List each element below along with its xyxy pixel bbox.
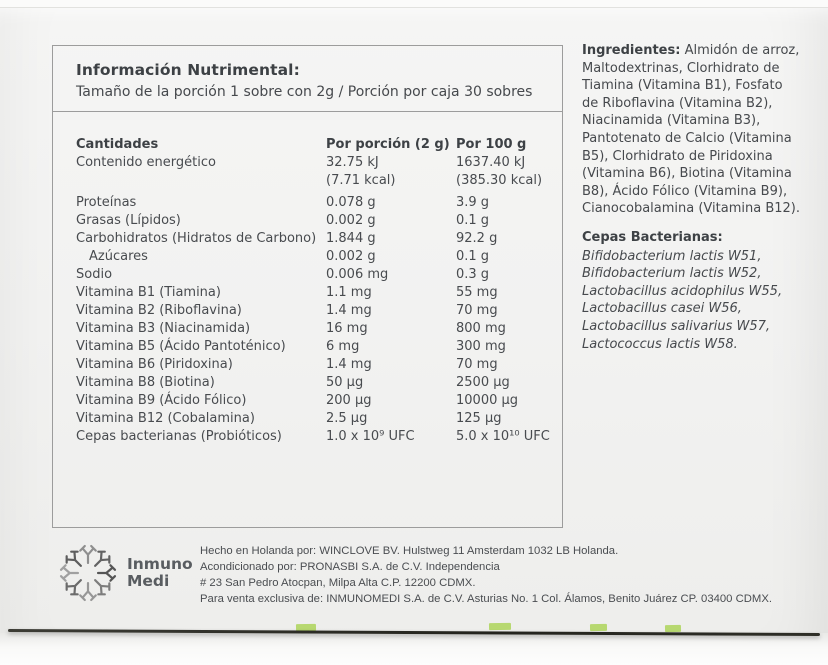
table-row-vitamin-b9 [76, 392, 562, 410]
nutrient-label: Contenido energético [76, 155, 216, 170]
nutrient-value-portion: 6 mg [326, 339, 360, 354]
nutrient-value-portion: (7.71 kcal) [326, 173, 396, 188]
nutrient-label: Carbohidratos (Hidratos de Carbono) [76, 231, 317, 246]
table-row-fat [76, 212, 562, 230]
nutrient-value-100g: 800 mg [456, 321, 506, 336]
ingredients-label: Ingredientes: [582, 43, 681, 58]
nutrient-value-portion: 0.078 g [326, 195, 376, 210]
ingredients-text: Almidón de arroz, Maltodextrinas, Clorhidrato de Tiamina (Vitamina B1), Fosfato de Riboflavina (Vitamina B2), Niacinamida (Vitamina B3), Pantotenato de Calcio (Vitamina B5), Clorhidrato de Piridoxina (Vitamina B6), Biotina (Vitamina B8), Ácido Fólico (Vitamina B9), Cianocobalamina (Vitamina B12). [582, 43, 800, 217]
nutrient-label: Vitamina B6 (Piridoxina) [76, 357, 233, 372]
nutrient-value-100g: 0.1 g [456, 213, 490, 228]
nutrient-value-portion: 32.75 kJ [326, 155, 379, 170]
table-row-vitamin-b6 [76, 356, 562, 374]
strain-item: Bifidobacterium lactis W52, [582, 266, 762, 282]
green-edge-tab [590, 624, 607, 631]
strain-item: Lactobacillus casei W56, [582, 301, 742, 317]
nutrient-label [76, 172, 326, 190]
nutrient-label: Vitamina B8 (Biotina) [76, 375, 215, 390]
nutrient-value-100g: 70 mg [456, 357, 498, 372]
legal-line-distributor: Para venta exclusiva de: INMUNOMEDI S.A. de C.V. Asturias No. 1 Col. Álamos, Benito Juárez CP. 03400 CDMX. [200, 593, 772, 605]
nutrition-panel-header [53, 46, 562, 112]
table-row-vitamin-b2 [76, 302, 562, 320]
nutrient-value-portion: 1.4 mg [326, 357, 372, 372]
table-row-energy-kcal [76, 172, 562, 190]
brand-line-1: Inmuno [127, 555, 193, 573]
table-row-sodium [76, 266, 562, 284]
strain-item: Lactobacillus acidophilus W55, [582, 283, 783, 299]
strain-item: Bifidobacterium lactis W51, [582, 248, 762, 264]
nutrient-value-portion: 0.002 g [326, 249, 376, 264]
table-row-probiotics [76, 428, 562, 446]
table-row-protein [76, 194, 562, 212]
legal-text-block [200, 543, 772, 607]
serving-size-text: Tamaño de la porción 1 sobre con 2g / Porción por caja 30 sobres [76, 84, 533, 100]
nutrient-label: Vitamina B3 (Niacinamida) [76, 321, 251, 336]
ingredients-paragraph [582, 42, 800, 218]
nutrient-value-100g: 1637.40 kJ [456, 155, 526, 170]
nutrient-label: Grasas (Lípidos) [76, 213, 181, 228]
right-column [582, 42, 800, 353]
column-header-quantities: Cantidades [76, 137, 159, 152]
strain-item: Lactobacillus salivarius W57, [582, 318, 771, 334]
green-edge-tab [489, 623, 511, 630]
nutrient-value-portion: 1.844 g [326, 231, 376, 246]
nutrient-value-portion: 0.006 mg [326, 267, 389, 282]
antibody-ring-logo-icon [56, 541, 120, 605]
brand-line-2: Medi [127, 571, 170, 590]
nutrient-value-100g: 92.2 g [456, 231, 498, 246]
nutrient-value-100g: 55 mg [456, 285, 498, 300]
nutrient-value-100g: 0.3 g [456, 267, 490, 282]
nutrient-label: Vitamina B2 (Riboflavina) [76, 303, 242, 318]
table-row-vitamin-b5 [76, 338, 562, 356]
table-row-vitamin-b8 [76, 374, 562, 392]
table-row-energy [76, 154, 562, 172]
nutrient-value-100g: 10000 µg [456, 393, 519, 408]
nutrient-label: Vitamina B12 (Cobalamina) [76, 411, 255, 426]
box-bottom-shadow [0, 633, 828, 665]
nutrient-value-100g: 3.9 g [456, 195, 490, 210]
bacterial-strains-section [582, 229, 800, 353]
legal-line-made-in: Hecho en Holanda por: WINCLOVE BV. Hulstweg 11 Amsterdam 1032 LB Holanda. [200, 545, 619, 557]
column-header-per-portion: Por porción (2 g) [326, 137, 450, 152]
nutrient-value-portion: 1.4 mg [326, 303, 372, 318]
nutrient-label: Vitamina B5 (Ácido Pantoténico) [76, 339, 286, 354]
table-header-row [76, 136, 562, 154]
nutrient-value-portion: 2.5 µg [326, 411, 368, 426]
table-row-vitamin-b3 [76, 320, 562, 338]
nutrient-value-100g: 2500 µg [456, 375, 510, 390]
nutrient-label: Cepas bacterianas (Probióticos) [76, 429, 282, 444]
nutrient-value-portion: 200 µg [326, 393, 372, 408]
column-header-per-100g: Por 100 g [456, 137, 527, 152]
nutrition-panel [52, 45, 563, 528]
nutrient-value-portion: 50 µg [326, 375, 364, 390]
nutrient-label: Vitamina B1 (Tiamina) [76, 285, 221, 300]
nutrient-value-100g: 300 mg [456, 339, 506, 354]
nutrient-label: Azúcares [89, 249, 148, 264]
table-row-vitamin-b1 [76, 284, 562, 302]
brand-name [127, 556, 193, 589]
strains-heading: Cepas Bacterianas: [582, 229, 723, 245]
nutrient-value-portion: 16 mg [326, 321, 368, 336]
nutrient-value-portion: 1.1 mg [326, 285, 372, 300]
nutrition-title: Información Nutrimental: [76, 61, 300, 79]
nutrient-label: Sodio [76, 267, 113, 282]
table-row-sugars [76, 248, 562, 266]
nutrient-value-100g: 70 mg [456, 303, 498, 318]
nutrient-value-portion: 1.0 x 10⁹ UFC [326, 429, 415, 444]
nutrient-value-portion: 0.002 g [326, 213, 376, 228]
nutrient-value-100g: 0.1 g [456, 249, 490, 264]
legal-line-packaged-by: Acondicionado por: PRONASBI S.A. de C.V. Independencia [200, 561, 500, 573]
nutrient-value-100g: (385.30 kcal) [456, 173, 543, 188]
strain-item: Lactococcus lactis W58. [582, 336, 738, 352]
nutrition-table [53, 112, 562, 446]
legal-line-address: # 23 San Pedro Atocpan, Milpa Alta C.P. 12200 CDMX. [200, 577, 476, 589]
table-row-carbs [76, 230, 562, 248]
nutrient-label: Vitamina B9 (Ácido Fólico) [76, 393, 247, 408]
table-row-vitamin-b12 [76, 410, 562, 428]
green-edge-tab [665, 625, 681, 632]
nutrient-value-100g: 5.0 x 10¹⁰ UFC [456, 429, 550, 444]
nutrient-value-100g: 125 µg [456, 411, 502, 426]
box-top-edge [0, 0, 828, 8]
nutrient-label: Proteínas [76, 195, 137, 210]
